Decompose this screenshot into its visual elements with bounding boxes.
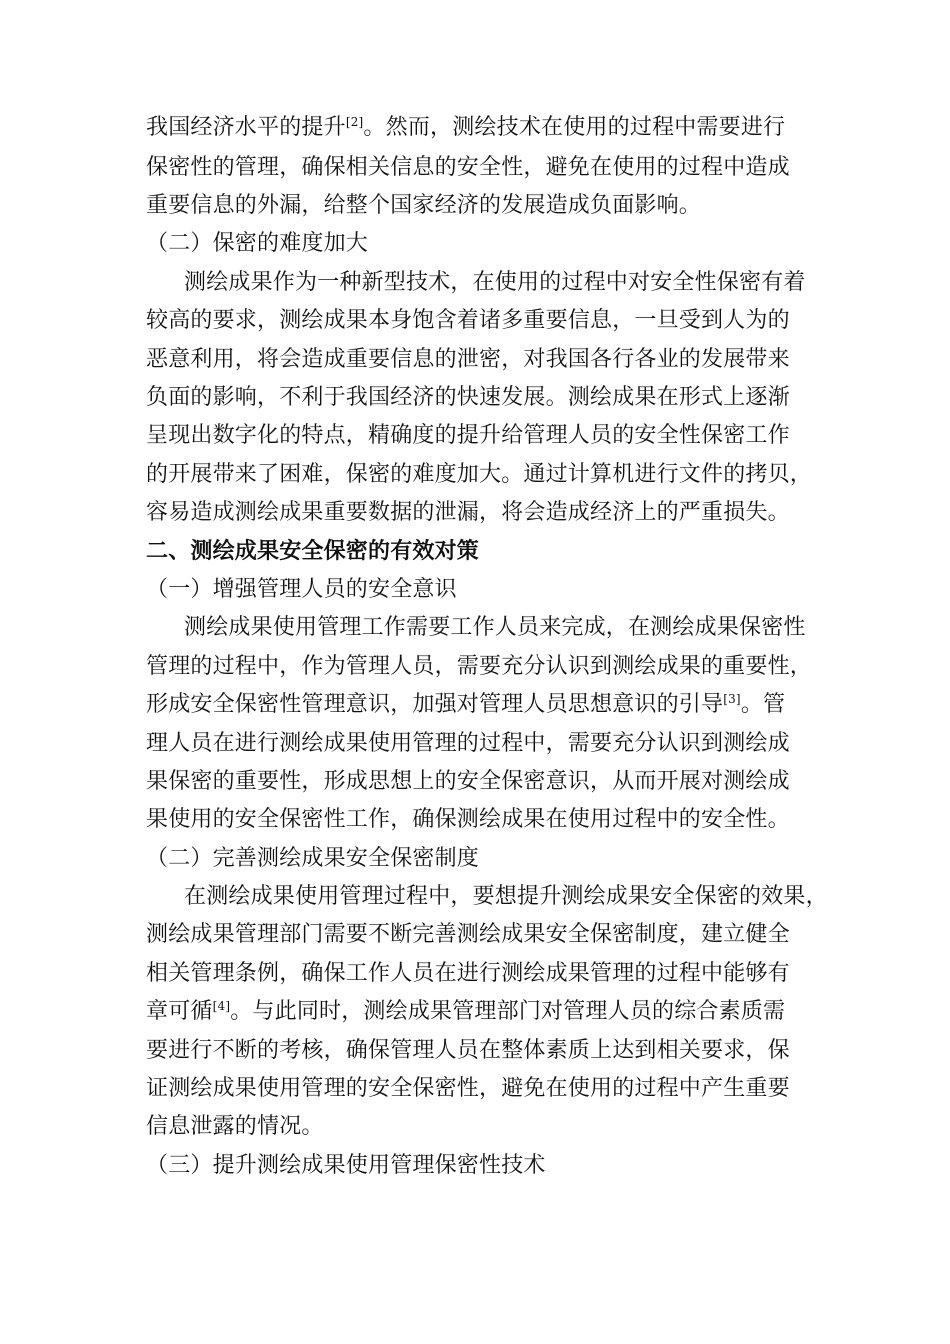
citation-ref: [4] bbox=[212, 999, 231, 1013]
body-line: 保密性的管理，确保相关信息的安全性，避免在使用的过程中造成 bbox=[146, 155, 790, 180]
section-heading: 二、测绘成果安全保密的有效对策 bbox=[146, 538, 480, 564]
body-line: 相关管理条例，确保工作人员在进行测绘成果管理的过程中能够有 bbox=[146, 961, 790, 986]
body-line: 的开展带来了困难，保密的难度加大。通过计算机进行文件的拷贝， bbox=[146, 462, 813, 487]
subsection-heading: （二）完善测绘成果安全保密制度 bbox=[146, 846, 480, 871]
body-line: 较高的要求，测绘成果本身饱含着诸多重要信息，一旦受到人为的 bbox=[146, 308, 790, 333]
citation-ref: [2] bbox=[345, 115, 364, 129]
body-line: 要进行不断的考核，确保管理人员在整体素质上达到相关要求，保 bbox=[146, 1038, 790, 1063]
body-line: 信息泄露的情况。 bbox=[146, 1114, 324, 1139]
body-line: 负面的影响，不利于我国经济的快速发展。测绘成果在形式上逐渐 bbox=[146, 385, 790, 410]
subsection-heading: （一）增强管理人员的安全意识 bbox=[146, 577, 457, 602]
body-line: 重要信息的外漏，给整个国家经济的发展造成负面影响。 bbox=[146, 193, 702, 218]
body-line: 形成安全保密性管理意识，加强对管理人员思想意识的引导[3]。管 bbox=[146, 692, 786, 717]
body-line: 果保密的重要性，形成思想上的安全保密意识，从而开展对测绘成 bbox=[146, 769, 790, 794]
subsection-heading: （二）保密的难度加大 bbox=[146, 231, 369, 256]
body-line: 测绘成果管理部门需要不断完善测绘成果安全保密制度，建立健全 bbox=[146, 922, 790, 947]
body-line: 在测绘成果使用管理过程中，要想提升测绘成果安全保密的效果， bbox=[184, 884, 828, 909]
body-line: 章可循[4]。与此同时，测绘成果管理部门对管理人员的综合素质需 bbox=[146, 999, 786, 1024]
body-line: 恶意利用，将会造成重要信息的泄密，对我国各行各业的发展带来 bbox=[146, 347, 790, 372]
body-line: 果使用的安全保密性工作，确保测绘成果在使用过程中的安全性。 bbox=[146, 807, 790, 832]
body-line: 呈现出数字化的特点，精确度的提升给管理人员的安全性保密工作 bbox=[146, 423, 790, 448]
subsection-heading: （三）提升测绘成果使用管理保密性技术 bbox=[146, 1153, 546, 1178]
body-line: 理人员在进行测绘成果使用管理的过程中，需要充分认识到测绘成 bbox=[146, 731, 790, 756]
body-line: 我国经济水平的提升[2]。然而，测绘技术在使用的过程中需要进行 bbox=[146, 115, 786, 140]
body-line: 测绘成果作为一种新型技术，在使用的过程中对安全性保密有着 bbox=[184, 270, 806, 295]
citation-ref: [3] bbox=[723, 692, 741, 706]
body-line: 测绘成果使用管理工作需要工作人员来完成，在测绘成果保密性 bbox=[184, 615, 806, 640]
body-line: 管理的过程中，作为管理人员，需要充分认识到测绘成果的重要性， bbox=[146, 654, 813, 679]
body-line: 容易造成测绘成果重要数据的泄漏，将会造成经济上的严重损失。 bbox=[146, 500, 790, 525]
body-line: 证测绘成果使用管理的安全保密性，避免在使用的过程中产生重要 bbox=[146, 1076, 790, 1101]
